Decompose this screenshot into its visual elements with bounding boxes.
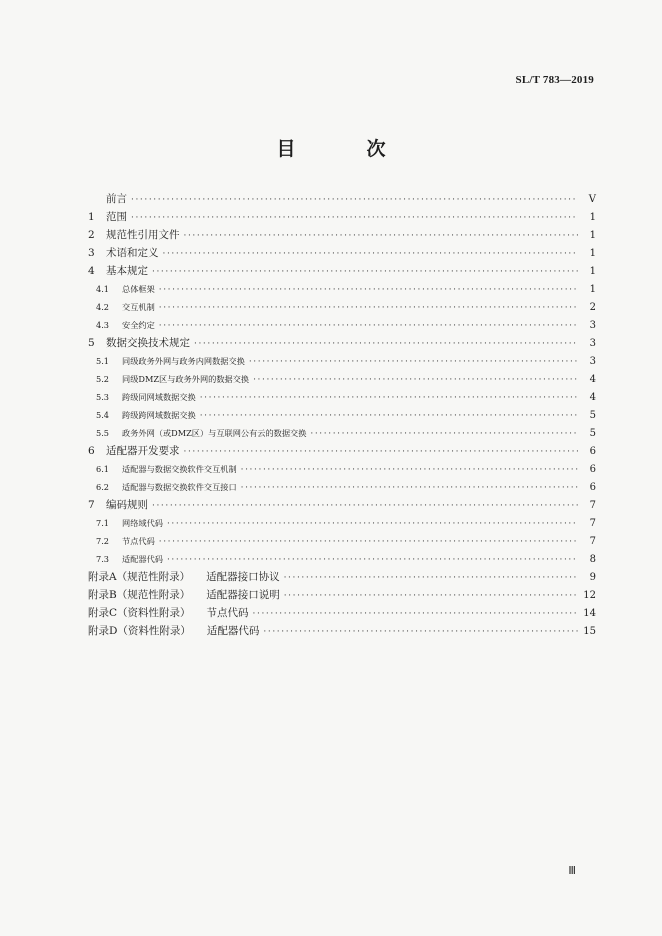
toc-entry-number: 7.1 bbox=[96, 518, 110, 528]
toc-entry-page: V bbox=[588, 194, 596, 205]
toc-entry-title: 政务外网（或DMZ区）与互联网公有云的数据交换 bbox=[122, 428, 307, 438]
toc-entry-number: 5 bbox=[88, 337, 95, 349]
toc-entry[interactable] bbox=[88, 334, 596, 352]
toc-entry-title: 前言 bbox=[106, 193, 127, 205]
toc-subentry[interactable] bbox=[88, 424, 596, 442]
toc-leader-dots bbox=[241, 479, 578, 497]
toc-entry[interactable] bbox=[88, 244, 596, 262]
toc-entry-page: 5 bbox=[589, 428, 596, 439]
toc-leader-dots bbox=[159, 281, 578, 299]
toc-subentry[interactable] bbox=[88, 532, 596, 550]
toc-leader-dots bbox=[131, 191, 578, 209]
toc-leader-dots bbox=[163, 245, 579, 263]
toc-subentry[interactable] bbox=[88, 388, 596, 406]
toc-subentry[interactable] bbox=[88, 514, 596, 532]
toc-subentry[interactable] bbox=[88, 316, 596, 334]
page-number: Ⅲ bbox=[568, 865, 576, 877]
toc-entry-title: 基本规定 bbox=[106, 265, 148, 277]
toc-subentry[interactable] bbox=[88, 460, 596, 478]
toc-entry-page: 5 bbox=[589, 410, 596, 421]
toc-subentry[interactable] bbox=[88, 550, 596, 568]
appendix-name: 附录A（规范性附录） bbox=[88, 571, 191, 583]
toc-entry-number: 7.2 bbox=[96, 536, 110, 546]
toc-leader-dots bbox=[159, 533, 578, 551]
toc-entry-number: 2 bbox=[88, 229, 95, 241]
toc-leader-dots bbox=[284, 569, 578, 587]
toc-entry-number: 4 bbox=[88, 265, 95, 277]
toc-entry[interactable] bbox=[88, 208, 596, 226]
toc-entry-number: 4.1 bbox=[96, 284, 110, 294]
table-of-contents bbox=[88, 190, 596, 640]
appendix-name: 附录C（资料性附录） bbox=[88, 607, 191, 619]
toc-leader-dots bbox=[152, 497, 578, 515]
toc-entry-page: 1 bbox=[589, 266, 596, 277]
toc-leader-dots bbox=[167, 551, 578, 569]
toc-appendix-entry[interactable] bbox=[88, 568, 596, 586]
toc-entry-page: 4 bbox=[589, 374, 596, 385]
toc-leader-dots bbox=[253, 605, 578, 623]
toc-entry-page: 1 bbox=[589, 212, 596, 223]
appendix-name: 附录B（规范性附录） bbox=[88, 589, 191, 601]
toc-entry-page: 15 bbox=[583, 626, 596, 637]
toc-leader-dots bbox=[284, 587, 578, 605]
toc-leader-dots bbox=[310, 425, 578, 443]
toc-leader-dots bbox=[184, 443, 579, 461]
appendix-title: 适配器接口协议 bbox=[206, 571, 280, 583]
toc-leader-dots bbox=[167, 515, 578, 533]
toc-entry-number: 7 bbox=[88, 499, 95, 511]
toc-entry[interactable] bbox=[88, 190, 596, 208]
toc-entry-title: 同级政务外网与政务内网数据交换 bbox=[122, 356, 245, 366]
toc-leader-dots bbox=[131, 209, 578, 227]
toc-entry-number: 6 bbox=[88, 445, 95, 457]
toc-entry-number: 6.2 bbox=[96, 482, 110, 492]
toc-entry-page: 6 bbox=[589, 446, 596, 457]
toc-entry-number: 5.2 bbox=[96, 374, 110, 384]
toc-appendix-entry[interactable] bbox=[88, 622, 596, 640]
toc-leader-dots bbox=[241, 461, 578, 479]
toc-entry-title: 适配器与数据交换软件交互接口 bbox=[122, 482, 237, 492]
toc-entry-title: 总体框架 bbox=[122, 284, 155, 294]
toc-entry-number: 4.3 bbox=[96, 320, 110, 330]
toc-entry-page: 1 bbox=[589, 248, 596, 259]
toc-entry-number: 5.4 bbox=[96, 410, 110, 420]
toc-entry-page: 6 bbox=[589, 482, 596, 493]
toc-entry-number: 6.1 bbox=[96, 464, 110, 474]
toc-entry-title: 节点代码 bbox=[122, 536, 155, 546]
toc-leader-dots bbox=[159, 299, 578, 317]
toc-entry-number: 5.3 bbox=[96, 392, 110, 402]
toc-entry-title: 跨级跨网域数据交换 bbox=[122, 410, 196, 420]
toc-entry-page: 6 bbox=[589, 464, 596, 475]
toc-entry-number: 1 bbox=[88, 211, 95, 223]
toc-entry-page: 7 bbox=[589, 518, 596, 529]
toc-subentry[interactable] bbox=[88, 478, 596, 496]
toc-leader-dots bbox=[200, 389, 578, 407]
toc-entry-title: 适配器开发要求 bbox=[106, 445, 180, 457]
toc-entry-page: 1 bbox=[589, 230, 596, 241]
toc-entry-number: 5.1 bbox=[96, 356, 110, 366]
toc-entry[interactable] bbox=[88, 226, 596, 244]
toc-subentry[interactable] bbox=[88, 406, 596, 424]
toc-leader-dots bbox=[200, 407, 578, 425]
toc-entry-page: 3 bbox=[589, 320, 596, 331]
toc-entry[interactable] bbox=[88, 262, 596, 280]
appendix-name: 附录D（资料性附录） bbox=[88, 625, 191, 637]
toc-entry-number: 5.5 bbox=[96, 428, 110, 438]
toc-leader-dots bbox=[159, 317, 578, 335]
toc-entry-page: 4 bbox=[589, 392, 596, 403]
toc-entry[interactable] bbox=[88, 442, 596, 460]
toc-entry-title: 适配器代码 bbox=[122, 554, 163, 564]
toc-subentry[interactable] bbox=[88, 280, 596, 298]
toc-entry[interactable] bbox=[88, 496, 596, 514]
toc-entry-page: 1 bbox=[589, 284, 596, 295]
toc-entry-title: 规范性引用文件 bbox=[106, 229, 180, 241]
toc-entry-page: 9 bbox=[589, 572, 596, 583]
toc-leader-dots bbox=[253, 371, 578, 389]
appendix-title: 适配器代码 bbox=[206, 625, 260, 637]
page-title: 目 次 bbox=[276, 138, 412, 160]
toc-appendix-entry[interactable] bbox=[88, 604, 596, 622]
toc-entry-number: 7.3 bbox=[96, 554, 110, 564]
toc-entry-number: 4.2 bbox=[96, 302, 110, 312]
toc-entry-title: 安全约定 bbox=[122, 320, 155, 330]
toc-entry-title: 术语和定义 bbox=[106, 247, 159, 259]
toc-entry-page: 2 bbox=[589, 302, 596, 313]
toc-subentry[interactable] bbox=[88, 352, 596, 370]
toc-leader-dots bbox=[194, 335, 578, 353]
toc-leader-dots bbox=[152, 263, 578, 281]
toc-leader-dots bbox=[263, 623, 578, 641]
toc-entry-title: 范围 bbox=[106, 211, 127, 223]
toc-leader-dots bbox=[184, 227, 579, 245]
toc-entry-title: 适配器与数据交换软件交互机制 bbox=[122, 464, 237, 474]
toc-entry-page: 14 bbox=[583, 608, 596, 619]
toc-entry-title: 交互机制 bbox=[122, 302, 155, 312]
appendix-title: 适配器接口说明 bbox=[206, 589, 280, 601]
toc-entry-page: 8 bbox=[589, 554, 596, 565]
toc-entry-page: 7 bbox=[589, 500, 596, 511]
toc-entry-page: 7 bbox=[589, 536, 596, 547]
toc-entry-title: 编码规则 bbox=[106, 499, 148, 511]
toc-entry-title: 网络域代码 bbox=[122, 518, 163, 528]
document-code: SL/T 783—2019 bbox=[515, 74, 594, 86]
toc-leader-dots bbox=[249, 353, 578, 371]
toc-entry-title: 同级DMZ区与政务外网的数据交换 bbox=[122, 374, 250, 384]
toc-entry-title: 数据交换技术规定 bbox=[106, 337, 190, 349]
toc-appendix-entry[interactable] bbox=[88, 586, 596, 604]
toc-subentry[interactable] bbox=[88, 370, 596, 388]
toc-subentry[interactable] bbox=[88, 298, 596, 316]
toc-entry-page: 12 bbox=[583, 590, 596, 601]
toc-entry-title: 跨级同网域数据交换 bbox=[122, 392, 196, 402]
toc-entry-number: 3 bbox=[88, 247, 95, 259]
toc-entry-page: 3 bbox=[589, 338, 596, 349]
appendix-title: 节点代码 bbox=[206, 607, 249, 619]
toc-entry-page: 3 bbox=[589, 356, 596, 367]
